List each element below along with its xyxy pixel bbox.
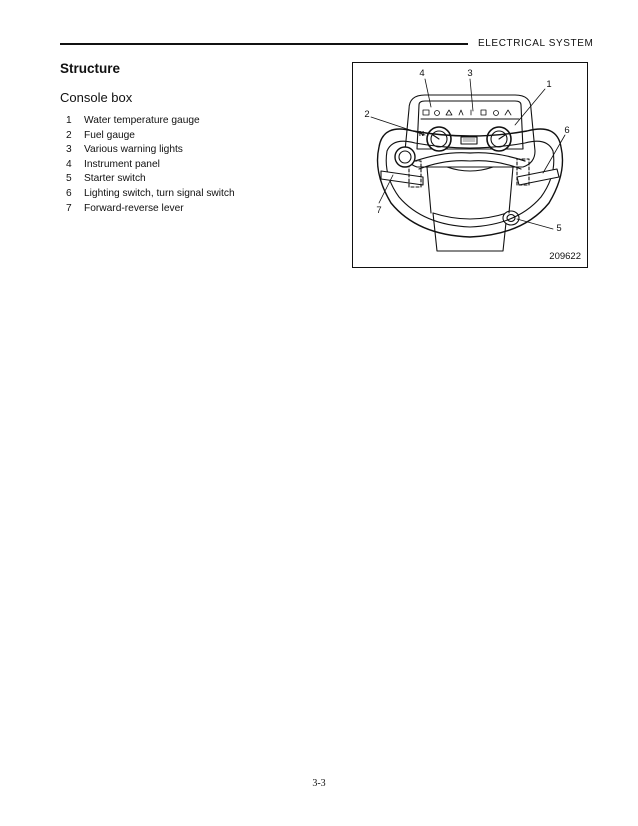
subsection-title: Console box [60,90,133,105]
list-item [66,187,235,202]
item-number: 2 [66,129,72,141]
callout-2: 2 [364,109,370,120]
item-number: 4 [66,158,72,170]
gauge-letter: N [419,131,425,138]
list-item [66,172,235,187]
list-item [66,114,235,129]
item-number: 7 [66,202,72,214]
item-number: 1 [66,115,72,126]
horn-button-icon [395,147,415,167]
console-box-figure [352,62,588,268]
indicator-lamp-icon [461,137,477,144]
item-number: 3 [66,144,72,156]
list-item [66,129,235,144]
console-box-illustration [353,63,587,267]
item-label: Instrument panel [84,158,160,170]
section-header: ELECTRICAL SYSTEM [478,38,594,49]
callout-3: 3 [467,68,473,79]
item-number: 5 [66,173,72,185]
item-label: Forward-reverse lever [84,202,184,214]
list-item [66,202,235,217]
item-label: Water temperature gauge [84,115,200,126]
starter-switch-icon [503,211,519,225]
callout-5: 5 [556,223,562,234]
callout-7: 7 [376,205,382,216]
list-item [66,143,235,158]
item-label: Lighting switch, turn signal switch [84,187,235,199]
callout-6: 6 [564,125,570,136]
parts-list [66,114,235,216]
item-label: Starter switch [84,173,146,185]
item-label: Various warning lights [84,144,183,156]
callout-1: 1 [546,79,552,90]
header-rule [60,43,468,45]
item-number: 6 [66,187,72,199]
figure-id: 209622 [549,251,581,262]
page-number: 3-3 [312,778,326,789]
section-title: Structure [60,61,121,76]
item-label: Fuel gauge [84,129,135,141]
callout-4: 4 [419,68,425,79]
list-item [66,158,235,173]
